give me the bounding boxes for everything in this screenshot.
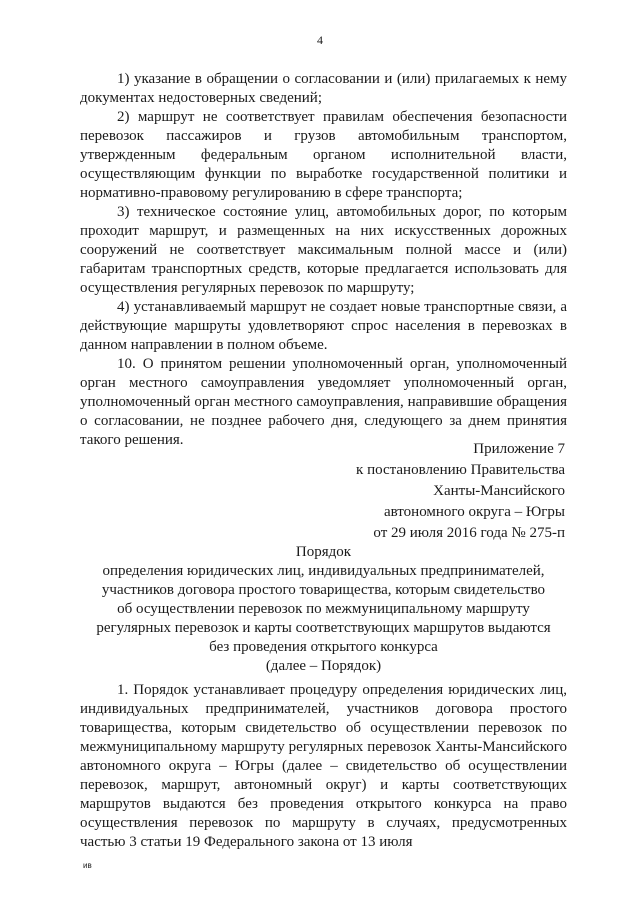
appendix-line: Приложение 7 (473, 441, 565, 457)
title-line: регулярных перевозок и карты соответствующих маршрутов выдаются (96, 620, 551, 636)
paragraph-item-2: 2) маршрут не соответствует правилам обеспечения безопасности перевозок пассажиров и грузов автомобильным транспортом, утвержденным федеральным органом исполнительной власти, осуществляющим функции по выработке государственной политики и нормативно-правовому регулированию в сфере транспорта; (80, 109, 567, 201)
document-title (80, 543, 567, 676)
paragraph-item-1: 1) указание в обращении о согласовании и (или) прилагаемых к нему документах недостоверных сведений; (80, 71, 567, 106)
appendix-line: Ханты-Мансийского (433, 483, 565, 499)
appendix-line: от 29 июля 2016 года № 275-п (373, 525, 565, 541)
appendix-header (265, 439, 565, 544)
section-paragraph-1: 1. Порядок устанавливает процедуру определения юридических лиц, индивидуальных предпринимателей, участников договора простого товарищества, которым свидетельство об осуществлении перевозок по межмуниципальному маршруту регулярных перевозок Ханты-Мансийского автономного округа – Югры (далее – свидетельство об осуществлении перевозок, маршрут, автономный округ) и карты соответствующих маршрутов выдаются без проведения открытого конкурса на право осуществления перевозок по маршруту в случаях, предусмотренных частью 3 статьи 19 Федерального закона от 13 июля (80, 682, 567, 850)
footer-mark: ив (83, 861, 92, 870)
document-body (80, 70, 567, 450)
paragraph-item-3: 3) техническое состояние улиц, автомобильных дорог, по которым проходит маршрут, и размещенных на них искусственных дорожных сооружений не соответствует максимальным полной массе и (или) габаритам транспортных средств, которые предлагается использовать для осуществления регулярных перевозок по маршруту; (80, 204, 567, 296)
title-line: (далее – Порядок) (265, 658, 382, 674)
paragraph-item-4: 4) устанавливаемый маршрут не создает новые транспортные связи, а действующие маршруты удовлетворяют спрос населения в перевозках в данном направлении в полном объеме. (80, 299, 567, 353)
appendix-line: к постановлению Правительства (356, 462, 565, 478)
paragraph-item-10: 10. О принятом решении уполномоченный орган, уполномоченный орган местного самоуправления уведомляет уполномоченный орган, уполномоченный орган местного самоуправления, направившие обращения о согласовании, не позднее рабочего дня, следующего за днем принятия такого решения. (80, 356, 567, 448)
title-line: без проведения открытого конкурса (209, 639, 438, 655)
title-line: определения юридических лиц, индивидуальных предпринимателей, (102, 563, 545, 579)
title-line: участников договора простого товарищества, которым свидетельство (101, 582, 546, 598)
page-number: 4 (317, 33, 323, 47)
section-body (80, 681, 567, 852)
title-heading: Порядок (295, 544, 352, 560)
title-line: об осуществлении перевозок по межмуниципальному маршруту (117, 601, 530, 617)
appendix-line: автономного округа – Югры (383, 504, 565, 520)
